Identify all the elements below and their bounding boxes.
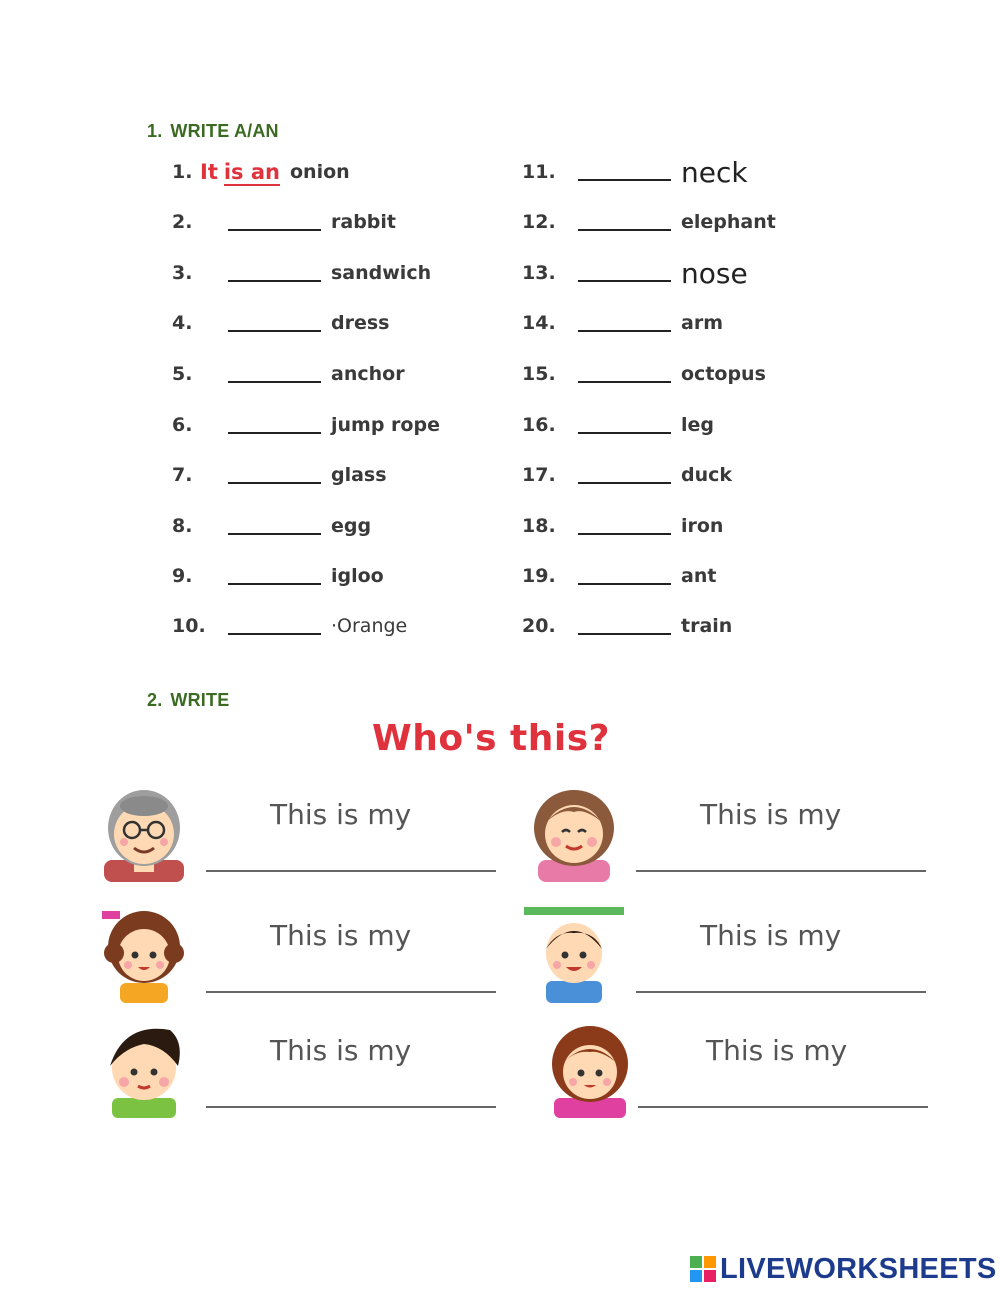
- item-number: 4.: [172, 312, 193, 334]
- item-word: ant: [681, 565, 717, 587]
- answer-blank[interactable]: [228, 567, 321, 585]
- item-number: 10.: [172, 615, 206, 637]
- exercise-item-18: [522, 509, 723, 543]
- item-number: 13.: [522, 262, 556, 284]
- answer-line[interactable]: [206, 1106, 496, 1108]
- prompt-text: This is my: [270, 798, 412, 831]
- item-number: 7.: [172, 464, 193, 486]
- item-number: 14.: [522, 312, 556, 334]
- prompt-text: This is my: [270, 1034, 412, 1067]
- answer-line[interactable]: [206, 870, 496, 872]
- exercise-item-6: [172, 408, 440, 442]
- answer-line[interactable]: [636, 870, 926, 872]
- item-word: arm: [681, 312, 723, 334]
- answer-blank[interactable]: [578, 163, 671, 181]
- item-word: ·Orange: [331, 615, 408, 637]
- answer-line[interactable]: [638, 1106, 928, 1108]
- person-card-brother: [524, 903, 944, 1013]
- section-1-heading: [147, 121, 279, 142]
- item-word: nose: [681, 256, 748, 290]
- prompt-text: This is my: [706, 1034, 848, 1067]
- logo-text: LIVEWORKSHEETS: [720, 1252, 997, 1285]
- answer-blank[interactable]: [228, 213, 321, 231]
- exercise-item-16: [522, 408, 714, 442]
- liveworksheets-logo-icon: [690, 1256, 716, 1282]
- answer-blank[interactable]: [578, 517, 671, 535]
- whos-this-title: Who's this?: [372, 718, 611, 759]
- section-1-title: WRITE A/AN: [170, 121, 279, 141]
- liveworksheets-logo: [690, 1252, 997, 1286]
- prompt-text: This is my: [700, 798, 842, 831]
- father-icon: [94, 1018, 194, 1118]
- section-2-title: WRITE: [170, 690, 230, 710]
- exercise-item-14: [522, 306, 723, 340]
- item-number: 19.: [522, 565, 556, 587]
- exercise-item-19: [522, 559, 716, 593]
- person-card-grandfather: [94, 782, 514, 892]
- exercise-item-7: [172, 458, 387, 492]
- answer-blank[interactable]: [578, 416, 671, 434]
- exercise-item-4: [172, 306, 389, 340]
- item-number: 15.: [522, 363, 556, 385]
- item-number: 11.: [522, 161, 556, 183]
- item-number: 16.: [522, 414, 556, 436]
- section-2-heading: [147, 690, 229, 711]
- answer-blank[interactable]: [578, 466, 671, 484]
- exercise-item-20: [522, 609, 732, 643]
- item-word: egg: [331, 515, 372, 537]
- answer-blank[interactable]: [578, 365, 671, 383]
- answer-line[interactable]: [206, 991, 496, 993]
- item-number: 1.: [172, 161, 193, 183]
- item-number: 17.: [522, 464, 556, 486]
- example-answer-article: is an: [223, 160, 280, 184]
- answer-blank[interactable]: [228, 264, 321, 282]
- prompt-text: This is my: [270, 919, 412, 952]
- item-word: dress: [331, 312, 390, 334]
- item-number: 12.: [522, 211, 556, 233]
- grandmother-icon: [524, 782, 624, 882]
- answer-blank[interactable]: [228, 365, 321, 383]
- item-word: sandwich: [331, 262, 432, 284]
- person-card-mother: [540, 1018, 960, 1128]
- answer-blank[interactable]: [228, 617, 321, 635]
- item-word: anchor: [331, 363, 405, 385]
- answer-blank[interactable]: [578, 567, 671, 585]
- exercise-item-15: [522, 357, 766, 391]
- exercise-item-2: [172, 205, 396, 239]
- item-number: 2.: [172, 211, 193, 233]
- mother-icon: [540, 1018, 640, 1118]
- person-card-father: [94, 1018, 514, 1128]
- exercise-item-1: [172, 155, 350, 189]
- item-number: 3.: [172, 262, 193, 284]
- exercise-item-12: [522, 205, 776, 239]
- item-word: jump rope: [331, 414, 440, 436]
- exercise-item-13: [522, 256, 748, 290]
- exercise-item-8: [172, 509, 371, 543]
- answer-blank[interactable]: [578, 617, 671, 635]
- exercise-item-9: [172, 559, 384, 593]
- prompt-text: This is my: [700, 919, 842, 952]
- exercise-item-11: [522, 155, 748, 189]
- item-word: leg: [681, 414, 714, 436]
- item-word: iron: [681, 515, 724, 537]
- item-word: rabbit: [331, 211, 396, 233]
- item-word: octopus: [681, 363, 766, 385]
- answer-blank[interactable]: [228, 416, 321, 434]
- item-number: 5.: [172, 363, 193, 385]
- person-card-grandmother: [524, 782, 944, 892]
- item-number: 8.: [172, 515, 193, 537]
- person-card-sister: [94, 903, 514, 1013]
- item-number: 20.: [522, 615, 556, 637]
- answer-blank[interactable]: [228, 517, 321, 535]
- example-answer: [200, 160, 280, 184]
- section-2-number: 2.: [147, 690, 163, 710]
- answer-blank[interactable]: [228, 314, 321, 332]
- item-word: onion: [290, 161, 350, 183]
- item-word: train: [681, 615, 733, 637]
- exercise-item-3: [172, 256, 431, 290]
- item-number: 9.: [172, 565, 193, 587]
- item-number: 18.: [522, 515, 556, 537]
- exercise-item-17: [522, 458, 732, 492]
- answer-blank[interactable]: [578, 314, 671, 332]
- example-answer-it: It: [200, 160, 218, 184]
- item-word: neck: [681, 155, 748, 189]
- item-word: glass: [331, 464, 387, 486]
- answer-line[interactable]: [636, 991, 926, 993]
- item-word: igloo: [331, 565, 384, 587]
- answer-blank[interactable]: [578, 213, 671, 231]
- brother-icon: [524, 903, 624, 1003]
- item-number: 6.: [172, 414, 193, 436]
- exercise-item-10: [172, 609, 407, 643]
- sister-icon: [94, 903, 194, 1003]
- answer-blank[interactable]: [228, 466, 321, 484]
- answer-blank[interactable]: [578, 264, 671, 282]
- item-word: elephant: [681, 211, 776, 233]
- item-word: duck: [681, 464, 733, 486]
- exercise-item-5: [172, 357, 405, 391]
- grandfather-icon: [94, 782, 194, 882]
- section-1-number: 1.: [147, 121, 163, 141]
